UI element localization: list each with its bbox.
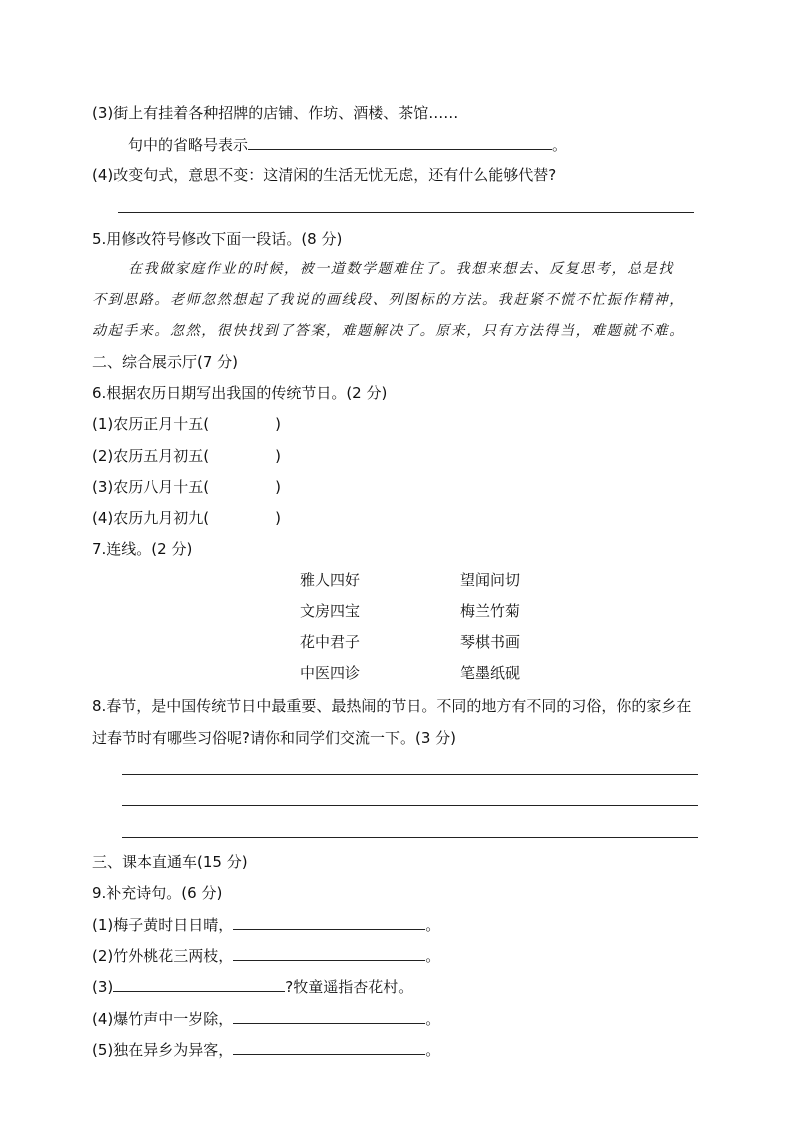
q7-right-item-2[interactable]: 梅兰竹菊 — [460, 602, 521, 620]
q9-item-before: (1)梅子黄时日日晴， — [92, 916, 234, 934]
q7-right-item-4[interactable]: 笔墨纸砚 — [460, 664, 521, 682]
q9-item-2 — [92, 945, 440, 966]
section2-title: 二、综合展示厅(7 分) — [92, 353, 239, 371]
q6-item-1 — [92, 414, 281, 434]
q8-answer-line-3[interactable] — [122, 837, 698, 838]
q6-item-3 — [92, 477, 281, 497]
q6-item-label: (1)农历正月十五( — [92, 415, 210, 433]
q9-item-before: (4)爆竹声中一岁除， — [92, 1010, 234, 1028]
q6-title: 6.根据农历日期写出我国的传统节日。(2 分) — [92, 384, 388, 402]
q5-passage-line-3: 动起手来。忽然，很快找到了答案，难题解决了。原来，只有方法得当，难题就不难。 — [92, 323, 685, 339]
q9-item-3 — [92, 976, 413, 997]
q9-answer-blank[interactable] — [233, 1039, 425, 1055]
q6-item-label: (2)农历五月初五( — [92, 447, 210, 465]
q9-item-4 — [92, 1008, 440, 1029]
q9-answer-blank[interactable] — [233, 914, 425, 930]
q4-item3-text: (3)街上有挂着各种招牌的店铺、作坊、酒楼、茶馆…… — [92, 104, 459, 122]
q9-item-5 — [92, 1039, 440, 1060]
q6-item-label: (4)农历九月初九( — [92, 509, 210, 527]
q9-item-before: (5)独在异乡为异客， — [92, 1041, 234, 1059]
q9-answer-blank[interactable] — [233, 945, 425, 961]
q4-item4-answer-line[interactable] — [118, 212, 694, 213]
q9-answer-blank[interactable] — [233, 1008, 425, 1024]
q7-left-item-1[interactable]: 雅人四好 — [300, 571, 361, 589]
q4-item3-line — [128, 134, 567, 155]
q8-answer-line-2[interactable] — [122, 805, 698, 806]
q7-left-item-4[interactable]: 中医四诊 — [300, 664, 361, 682]
q6-item-2 — [92, 446, 281, 466]
q7-right-item-3[interactable]: 琴棋书画 — [460, 633, 521, 651]
q7-right-item-1[interactable]: 望闻问切 — [460, 571, 521, 589]
q9-answer-blank[interactable] — [113, 976, 285, 992]
q5-passage — [92, 254, 698, 347]
q6-item-4 — [92, 508, 281, 528]
q8-answer-line-1[interactable] — [122, 774, 698, 775]
q5-passage-line-1: 在我做家庭作业的时候，被一道数学题难住了。我想来想去、反复思考，总是找 — [128, 261, 674, 277]
q6-close-paren: ) — [275, 509, 281, 527]
q9-title: 9.补充诗句。(6 分) — [92, 884, 223, 902]
q7-left-item-2[interactable]: 文房四宝 — [300, 602, 361, 620]
q9-item-after: 。 — [425, 916, 441, 934]
q9-item-1 — [92, 914, 440, 935]
q9-item-after: 。 — [425, 1041, 441, 1059]
q6-close-paren: ) — [275, 447, 281, 465]
q9-item-after: ?牧童遥指杏花村。 — [285, 978, 414, 996]
q7-title: 7.连线。(2 分) — [92, 540, 193, 558]
q7-left-item-3[interactable]: 花中君子 — [300, 633, 361, 651]
q9-item-before: (3) — [92, 978, 114, 996]
q9-item-before: (2)竹外桃花三两枝， — [92, 947, 234, 965]
q4-item3-end: 。 — [552, 136, 568, 154]
q4-item3-answer-blank[interactable] — [248, 134, 552, 150]
q5-title: 5.用修改符号修改下面一段话。(8 分) — [92, 230, 343, 248]
q5-passage-line-2: 不到思路。老师忽然想起了我说的画线段、列图标的方法。我赶紧不慌不忙振作精神， — [92, 292, 685, 308]
q6-close-paren: ) — [275, 415, 281, 433]
q9-item-after: 。 — [425, 1010, 441, 1028]
q8-text: 8.春节，是中国传统节日中最重要、最热闹的节日。不同的地方有不同的习俗，你的家乡在过春节时有哪些习俗呢?请你和同学们交流一下。(3 分) — [92, 697, 692, 747]
q4-item3-prompt: 句中的省略号表示 — [128, 136, 249, 154]
q6-item-label: (3)农历八月十五( — [92, 478, 210, 496]
section3-title: 三、课本直通车(15 分) — [92, 853, 248, 871]
q9-item-after: 。 — [425, 947, 441, 965]
q4-item4-text: (4)改变句式，意思不变：这清闲的生活无忧无虑，还有什么能够代替? — [92, 166, 557, 184]
q6-close-paren: ) — [275, 478, 281, 496]
